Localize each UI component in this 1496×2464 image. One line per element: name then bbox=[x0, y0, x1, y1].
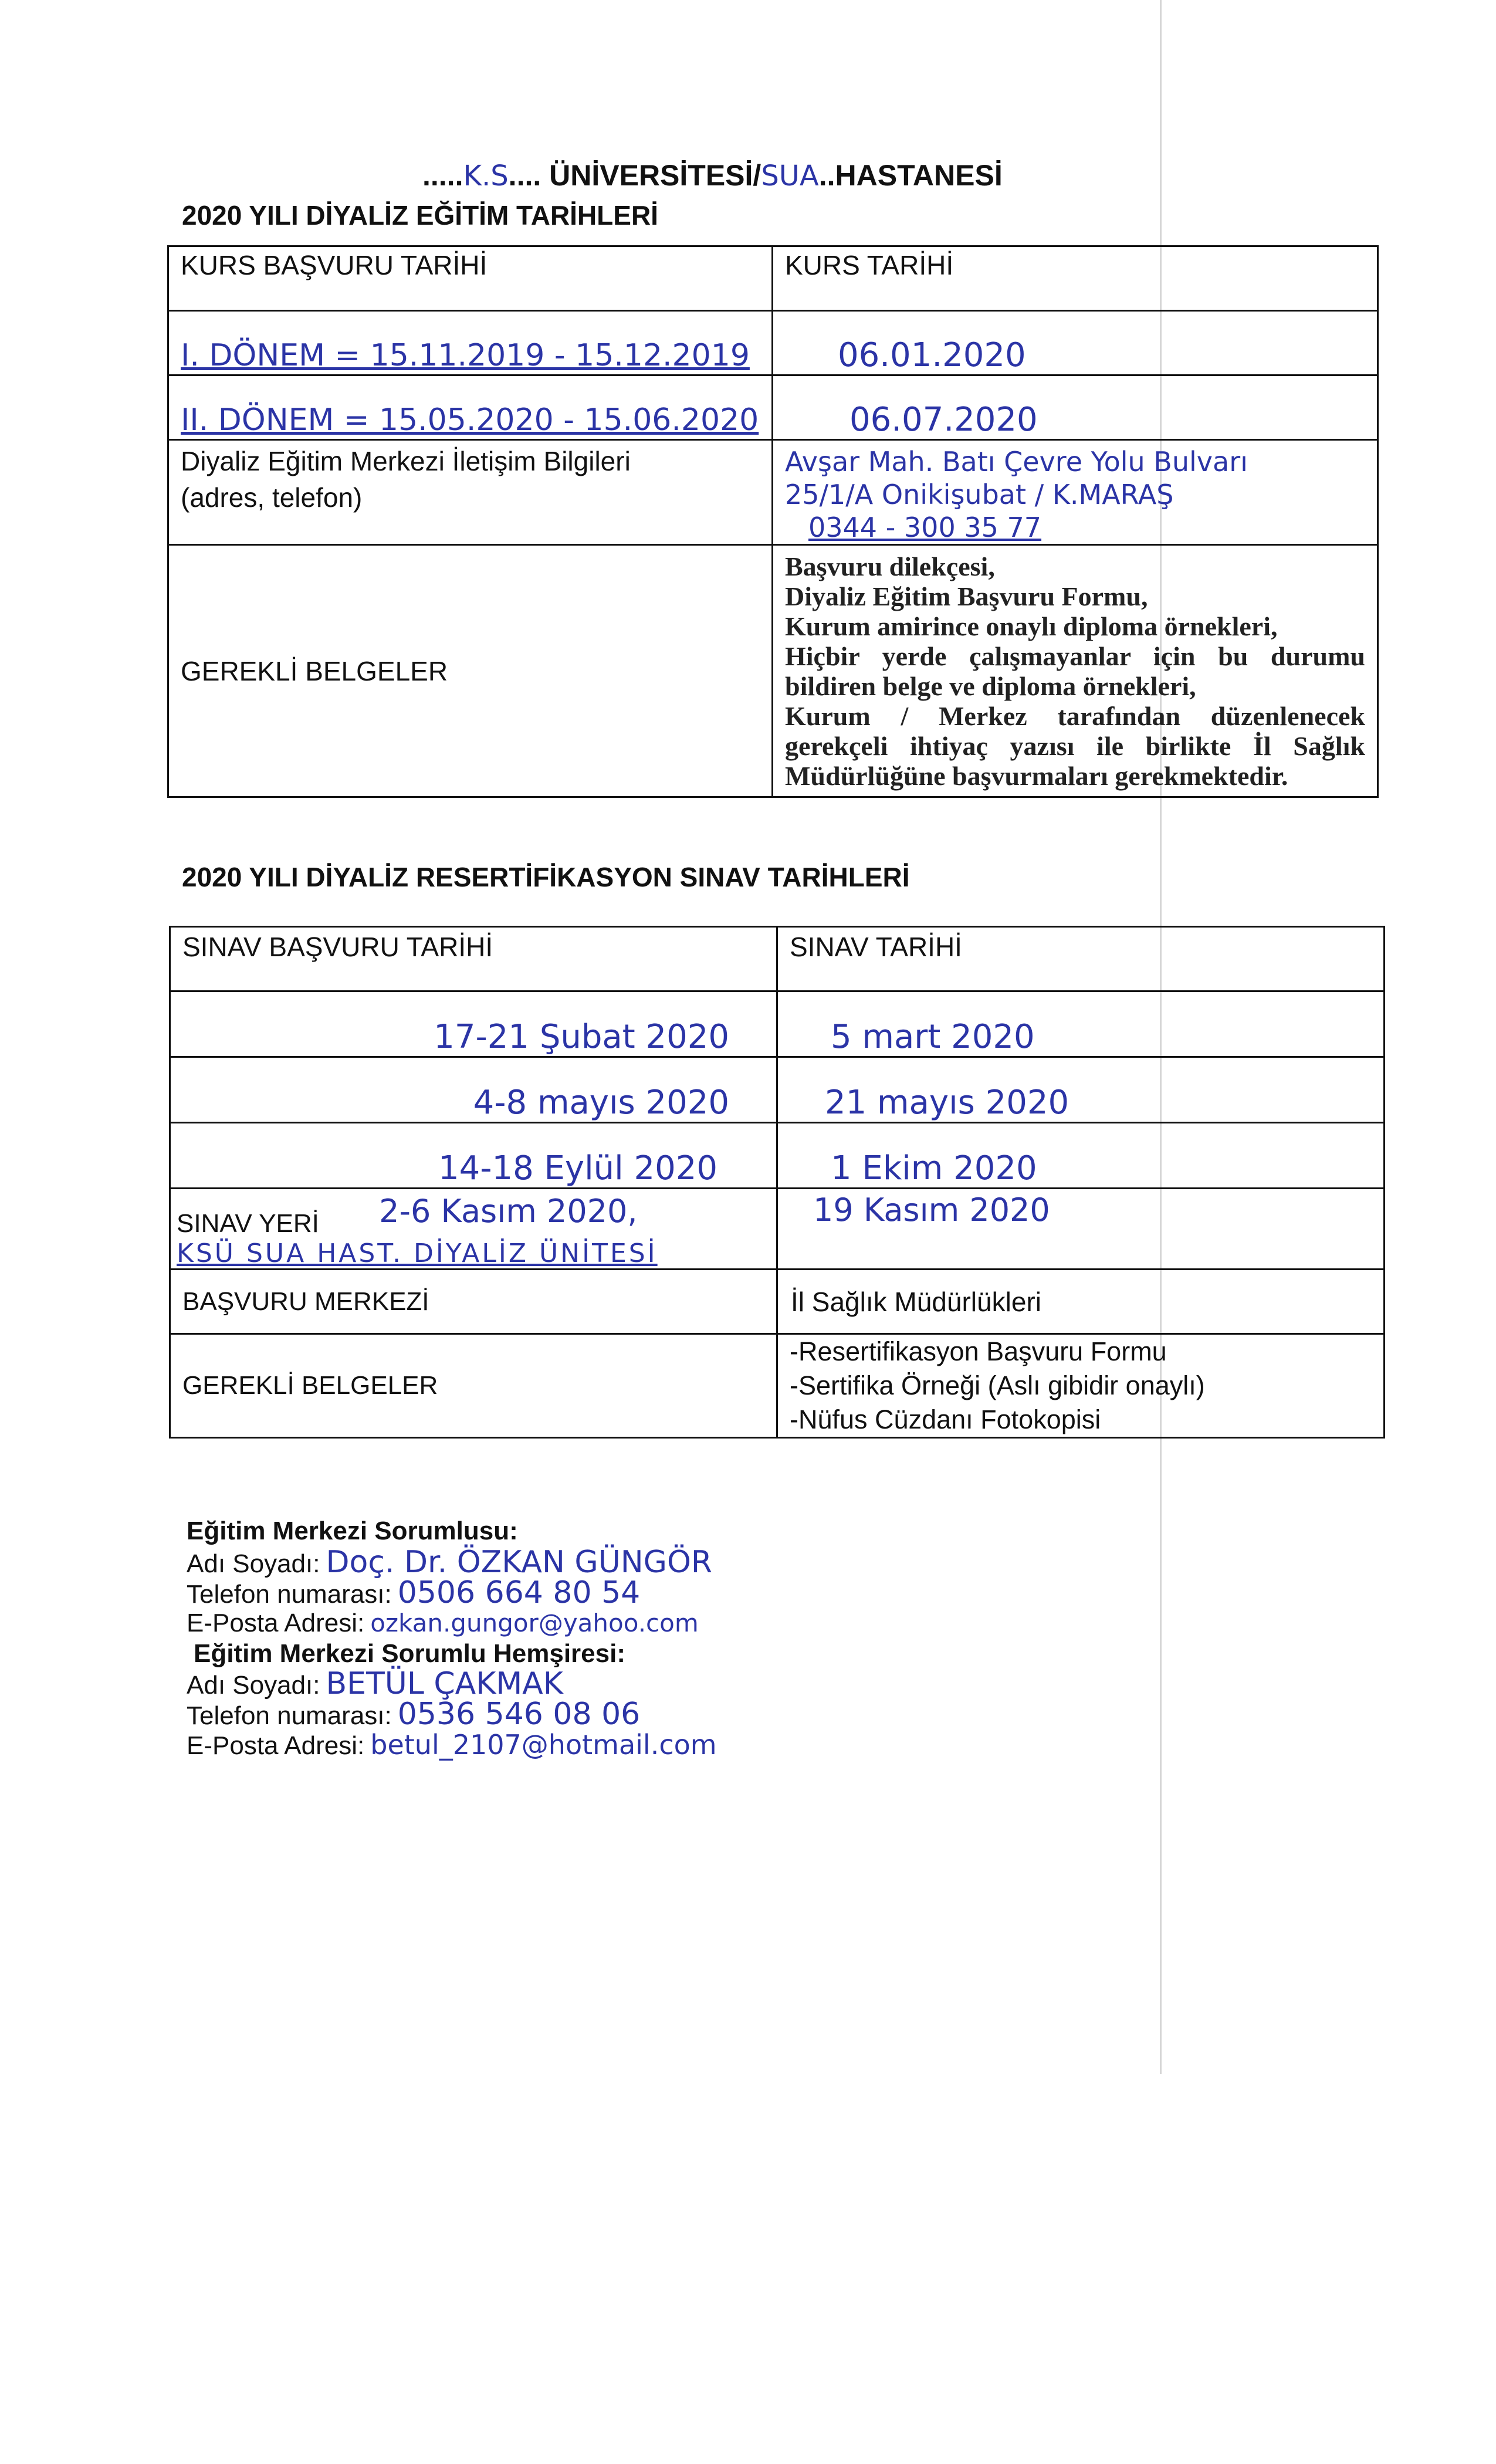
table-header-row bbox=[170, 927, 1385, 991]
nurse-name-label: Adı Soyadı: bbox=[187, 1671, 320, 1700]
contact-label-line2: (adres, telefon) bbox=[181, 482, 363, 513]
section2-title: 2020 YILI DİYALİZ RESERTİFİKASYON SINAV TARİHLERİ bbox=[182, 862, 910, 892]
header-hospital-handwritten: SUA bbox=[761, 160, 819, 192]
exam-date-1: 5 mart 2020 bbox=[777, 991, 1385, 1057]
col-header-exam-application: SINAV BAŞVURU TARİHİ bbox=[170, 927, 777, 991]
application-center-row bbox=[170, 1270, 1385, 1334]
exam-place-row bbox=[170, 1189, 1385, 1270]
col-header-course: KURS TARİHİ bbox=[773, 246, 1378, 311]
required-docs-row bbox=[170, 1334, 1385, 1438]
contact-label-line1: Diyaliz Eğitim Merkezi İletişim Bilgileri bbox=[181, 446, 631, 476]
application-center-value: İl Sağlık Müdürlükleri bbox=[777, 1270, 1385, 1334]
responsible-email-label: E-Posta Adresi: bbox=[187, 1609, 365, 1637]
application-period-2: II. DÖNEM = 15.05.2020 - 15.06.2020 bbox=[168, 375, 773, 440]
exam-doc-2: -Sertifika Örneği (Aslı gibidir onaylı) bbox=[790, 1370, 1205, 1400]
responsible-phone-label: Telefon numarası: bbox=[187, 1580, 392, 1609]
required-docs-text: Başvuru dilekçesi, Diyaliz Eğitim Başvuru Formu, Kurum amirince onaylı diploma örnekleri, Hiçbir yerde çalışmayanlar için bu durumu bildiren belge ve diploma örnekleri, Kurum / Merkez tarafından düzenlenecek gerekçeli ihtiyaç yazısı ile birlikte İl Sağlık Müdürlüğüne başvurmaları gerekmektedir. bbox=[773, 545, 1378, 797]
section1-title: 2020 YILI DİYALİZ EĞİTİM TARİHLERİ bbox=[182, 200, 658, 231]
nurse-email bbox=[187, 1730, 717, 1761]
exam-place-value: KSÜ SUA HAST. DİYALİZ ÜNİTESİ bbox=[177, 1238, 658, 1268]
exam-docs-label: GEREKLİ BELGELER bbox=[170, 1334, 777, 1438]
exam-place-dates: 2-6 Kasım 2020, bbox=[379, 1193, 638, 1230]
exam-place-exam-date: 19 Kasım 2020 bbox=[777, 1189, 1385, 1270]
responsible-email-value: ozkan.gungor@yahoo.com bbox=[370, 1609, 699, 1637]
nurse-title: Eğitim Merkezi Sorumlu Hemşiresi: bbox=[194, 1639, 625, 1668]
col-header-exam-date: SINAV TARİHİ bbox=[777, 927, 1385, 991]
contact-info-value bbox=[773, 440, 1378, 545]
exam-place-label: SINAV YERİ bbox=[177, 1209, 319, 1238]
header-prefix: ..... bbox=[422, 159, 463, 192]
contact-phone: 0344 - 300 35 77 bbox=[808, 512, 1042, 543]
required-docs-label: GEREKLİ BELGELER bbox=[168, 545, 773, 797]
nurse-phone-label: Telefon numarası: bbox=[187, 1701, 392, 1730]
exam-doc-1: -Resertifikasyon Başvuru Formu bbox=[790, 1336, 1167, 1366]
nurse-email-label: E-Posta Adresi: bbox=[187, 1731, 365, 1760]
header-suffix: ..HASTANESİ bbox=[818, 159, 1003, 192]
exam-date-2: 21 mayıs 2020 bbox=[777, 1057, 1385, 1123]
recertification-dates-table bbox=[169, 926, 1385, 1439]
table-row bbox=[170, 1057, 1385, 1123]
course-date-2: 06.07.2020 bbox=[773, 375, 1378, 440]
contact-address-line1: Avşar Mah. Batı Çevre Yolu Bulvarı bbox=[785, 446, 1248, 478]
exam-date-3: 1 Ekim 2020 bbox=[777, 1123, 1385, 1189]
responsible-phone bbox=[187, 1575, 641, 1610]
nurse-phone bbox=[187, 1697, 641, 1732]
exam-application-3: 14-18 Eylül 2020 bbox=[170, 1123, 777, 1189]
application-period-1: I. DÖNEM = 15.11.2019 - 15.12.2019 bbox=[168, 311, 773, 375]
page-bottom-margin bbox=[0, 2074, 1496, 2464]
col-header-application: KURS BAŞVURU TARİHİ bbox=[168, 246, 773, 311]
required-docs-row bbox=[168, 545, 1378, 797]
table-row bbox=[168, 311, 1378, 375]
exam-place-cell bbox=[170, 1189, 777, 1270]
responsible-name bbox=[187, 1545, 713, 1580]
contact-info-row bbox=[168, 440, 1378, 545]
nurse-name-value: BETÜL ÇAKMAK bbox=[326, 1666, 563, 1701]
nurse-email-value: betul_2107@hotmail.com bbox=[370, 1729, 717, 1761]
table-row bbox=[170, 1123, 1385, 1189]
nurse-phone-value: 0536 546 08 06 bbox=[397, 1697, 641, 1732]
exam-application-2: 4-8 mayıs 2020 bbox=[170, 1057, 777, 1123]
table-header-row bbox=[168, 246, 1378, 311]
header-mid: .... ÜNİVERSİTESİ/ bbox=[508, 159, 761, 192]
responsible-email bbox=[187, 1609, 699, 1638]
application-center-label: BAŞVURU MERKEZİ bbox=[170, 1270, 777, 1334]
nurse-name bbox=[187, 1666, 563, 1701]
table-row bbox=[168, 375, 1378, 440]
exam-docs-list bbox=[777, 1334, 1385, 1438]
exam-doc-3: -Nüfus Cüzdanı Fotokopisi bbox=[790, 1404, 1101, 1434]
contact-info-label bbox=[168, 440, 773, 545]
course-date-1: 06.01.2020 bbox=[773, 311, 1378, 375]
header-university-handwritten: K.S bbox=[463, 160, 509, 192]
contact-address-line2: 25/1/A Onikişubat / K.MARAŞ bbox=[785, 479, 1174, 510]
responsible-title: Eğitim Merkezi Sorumlusu: bbox=[187, 1517, 518, 1545]
responsible-name-label: Adı Soyadı: bbox=[187, 1549, 320, 1578]
exam-place-line1 bbox=[177, 1193, 770, 1238]
exam-application-1: 17-21 Şubat 2020 bbox=[170, 991, 777, 1057]
training-dates-table bbox=[167, 245, 1379, 798]
responsible-phone-value: 0506 664 80 54 bbox=[397, 1575, 641, 1610]
table-row bbox=[170, 991, 1385, 1057]
document-header bbox=[422, 158, 1003, 192]
responsible-name-value: Doç. Dr. ÖZKAN GÜNGÖR bbox=[326, 1545, 713, 1580]
